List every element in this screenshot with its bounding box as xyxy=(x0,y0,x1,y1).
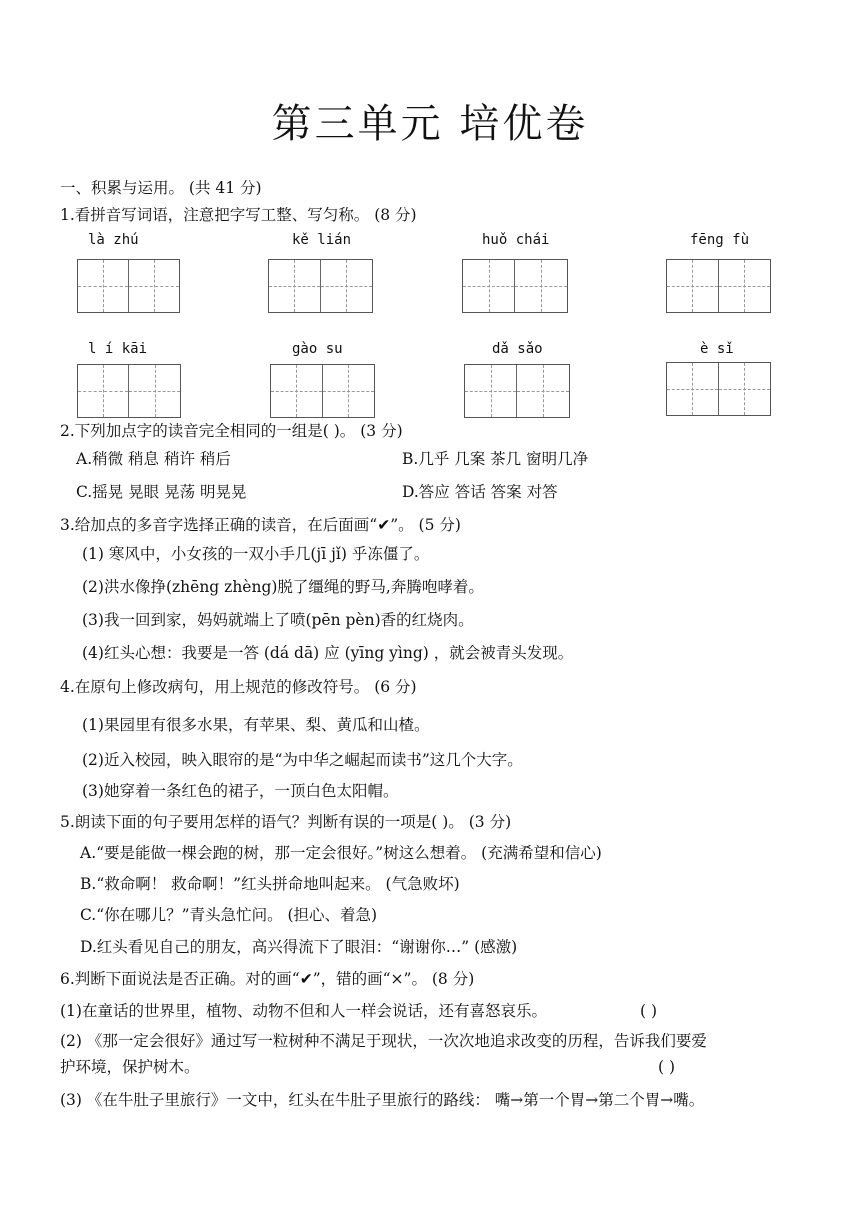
list-item: (3)我一回到家，妈妈就端上了喷(pēn pèn)香的红烧肉。 xyxy=(82,611,474,629)
page-title: 第三单元 培优卷 xyxy=(271,101,589,147)
writing-grid[interactable] xyxy=(666,259,771,313)
pinyin-label: huǒ chái xyxy=(482,232,550,248)
answer-blank[interactable]: ( ) xyxy=(640,1002,658,1020)
statement-1: (1)在童话的世界里，植物、动物不但和人一样会说话，还有喜怒哀乐。 xyxy=(60,1002,547,1020)
answer-blank[interactable]: ( ) xyxy=(658,1058,676,1076)
pinyin-label: gào su xyxy=(292,341,343,357)
pinyin-label: è sǐ xyxy=(700,341,734,357)
list-item: (1)果园里有很多水果，有苹果、梨、黄瓜和山楂。 xyxy=(82,716,430,734)
question-6-stem: 6.判断下面说法是否正确。对的画“✔”，错的画“×”。 (8 分) xyxy=(60,970,475,988)
question-5-stem: 5.朗读下面的句子要用怎样的语气？判断有误的一项是( )。 (3 分) xyxy=(60,813,512,831)
option-d: D.答应 答话 答案 对答 xyxy=(402,483,558,501)
option-a: A.“要是能做一棵会跑的树，那一定会很好。”树这么想着。 (充满希望和信心) xyxy=(80,844,602,862)
pinyin-label: l í kāi xyxy=(88,341,148,357)
statement-2-cont: 护环境，保护树木。 xyxy=(60,1058,200,1076)
option-b: B.“救命啊！ 救命啊！”红头拼命地叫起来。 (气急败坏) xyxy=(80,875,460,893)
option-c: C.“你在哪儿？”青头急忙问。 (担心、着急) xyxy=(80,906,378,924)
pinyin-label: là zhú xyxy=(88,232,139,248)
option-c: C.摇晃 晃眼 晃荡 明晃晃 xyxy=(76,483,247,501)
writing-grid[interactable] xyxy=(464,364,570,418)
question-4-stem: 4.在原句上修改病句，用上规范的修改符号。 (6 分) xyxy=(60,678,417,696)
writing-grid[interactable] xyxy=(77,259,180,313)
question-1-stem: 1.看拼音写词语，注意把字写工整、写匀称。 (8 分) xyxy=(60,206,417,224)
question-2-stem: 2.下列加点字的读音完全相同的一组是( )。 (3 分) xyxy=(60,422,403,440)
writing-grid[interactable] xyxy=(270,364,375,418)
statement-3: (3) 《在牛肚子里旅行》一文中，红头在牛肚子里旅行的路线： 嘴→第一个胃→第二个胃→嘴。 xyxy=(60,1091,705,1109)
list-item: (3)她穿着一条红色的裙子，一顶白色太阳帽。 xyxy=(82,782,399,800)
list-item: (2)洪水像挣(zhēng zhèng)脱了缰绳的野马,奔腾咆哮着。 xyxy=(82,578,484,596)
option-b: B.几乎 几案 茶几 窗明几净 xyxy=(402,450,589,468)
section-heading: 一、积累与运用。 (共 41 分) xyxy=(60,179,262,197)
writing-grid[interactable] xyxy=(77,364,181,418)
pinyin-label: dǎ sǎo xyxy=(492,341,543,357)
list-item: (1) 寒风中，小女孩的一双小手几(jī jǐ) 乎冻僵了。 xyxy=(82,545,430,563)
pinyin-label: kě lián xyxy=(292,232,352,248)
option-a: A.稍微 稍息 稍许 稍后 xyxy=(76,450,231,468)
writing-grid[interactable] xyxy=(666,362,771,416)
writing-grid[interactable] xyxy=(268,259,373,313)
statement-2: (2) 《那一定会很好》通过写一粒树种不满足于现状，一次次地追求改变的历程，告诉我们要爱 xyxy=(60,1032,707,1050)
list-item: (4)红头心想：我要是一答 (dá dā) 应 (yīng yìng) ，就会被青头发现。 xyxy=(82,644,574,662)
writing-grid[interactable] xyxy=(462,259,568,313)
pinyin-label: fēng fù xyxy=(690,232,750,248)
option-d: D.红头看见自己的朋友，高兴得流下了眼泪：“谢谢你…” (感激) xyxy=(80,938,518,956)
list-item: (2)近入校园，映入眼帘的是“为中华之崛起而读书”这几个大字。 xyxy=(82,751,523,769)
question-3-stem: 3.给加点的多音字选择正确的读音，在后面画“✔”。 (5 分) xyxy=(60,516,461,534)
